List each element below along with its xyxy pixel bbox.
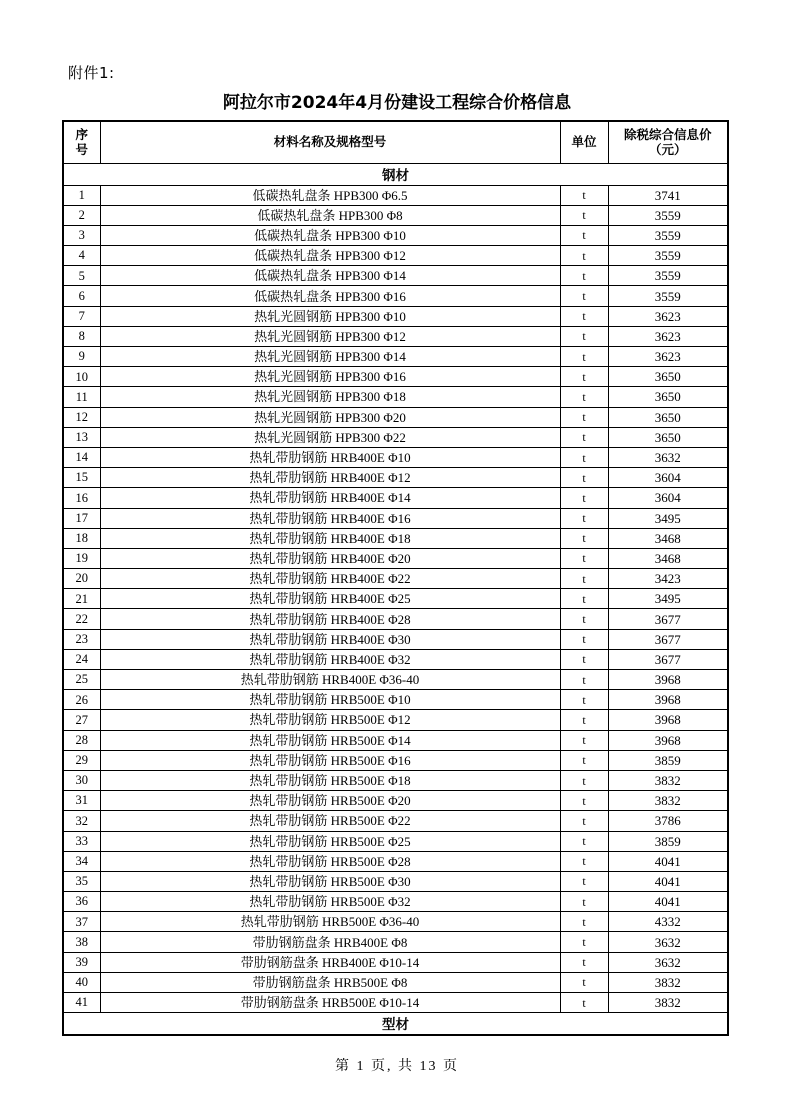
cell-price: 3832 (608, 791, 728, 811)
cell-price: 3677 (608, 629, 728, 649)
cell-price: 4332 (608, 912, 728, 932)
table-row (63, 972, 728, 992)
table-row (63, 690, 728, 710)
cell-unit: t (560, 609, 608, 629)
cell-name: 热轧带肋钢筋 HRB500E Φ30 (100, 871, 560, 891)
cell-name: 低碳热轧盘条 HPB300 Φ16 (100, 286, 560, 306)
cell-unit: t (560, 347, 608, 367)
cell-name: 热轧光圆钢筋 HPB300 Φ14 (100, 347, 560, 367)
table-row (63, 246, 728, 266)
column-header-unit (560, 121, 608, 163)
cell-price: 3623 (608, 306, 728, 326)
table-row (63, 791, 728, 811)
cell-price: 4041 (608, 871, 728, 891)
table-row (63, 225, 728, 245)
cell-name: 热轧带肋钢筋 HRB400E Φ20 (100, 548, 560, 568)
column-header-no-line2: 号 (75, 142, 88, 158)
section-label: 型材 (63, 1013, 728, 1035)
cell-unit: t (560, 528, 608, 548)
cell-unit: t (560, 225, 608, 245)
cell-price: 3859 (608, 831, 728, 851)
cell-unit: t (560, 286, 608, 306)
cell-no: 7 (63, 306, 100, 326)
cell-price: 3468 (608, 548, 728, 568)
cell-price: 3968 (608, 710, 728, 730)
cell-name: 热轧带肋钢筋 HRB400E Φ25 (100, 589, 560, 609)
section-header-row (63, 1013, 728, 1035)
cell-name: 热轧带肋钢筋 HRB400E Φ22 (100, 569, 560, 589)
cell-unit: t (560, 670, 608, 690)
cell-name: 热轧带肋钢筋 HRB500E Φ32 (100, 892, 560, 912)
header-row (63, 121, 728, 163)
table-row (63, 548, 728, 568)
table-row (63, 447, 728, 467)
cell-price: 3968 (608, 670, 728, 690)
cell-unit: t (560, 185, 608, 205)
cell-no: 25 (63, 670, 100, 690)
cell-name: 热轧光圆钢筋 HPB300 Φ16 (100, 367, 560, 387)
cell-price: 3832 (608, 770, 728, 790)
cell-unit: t (560, 205, 608, 225)
cell-no: 17 (63, 508, 100, 528)
table-row (63, 670, 728, 690)
table-row (63, 993, 728, 1013)
column-header-no-line1: 序 (75, 126, 88, 142)
table-row (63, 629, 728, 649)
cell-unit: t (560, 569, 608, 589)
cell-name: 热轧带肋钢筋 HRB400E Φ10 (100, 447, 560, 467)
cell-name: 热轧带肋钢筋 HRB500E Φ12 (100, 710, 560, 730)
cell-no: 16 (63, 488, 100, 508)
cell-no: 35 (63, 871, 100, 891)
cell-no: 14 (63, 447, 100, 467)
cell-price: 3741 (608, 185, 728, 205)
cell-unit: t (560, 972, 608, 992)
cell-price: 3468 (608, 528, 728, 548)
cell-unit: t (560, 266, 608, 286)
cell-name: 热轧带肋钢筋 HRB500E Φ22 (100, 811, 560, 831)
price-table-body (63, 163, 728, 1035)
cell-no: 28 (63, 730, 100, 750)
cell-unit: t (560, 932, 608, 952)
page-title: 阿拉尔市2024年4月份建设工程综合价格信息 (222, 93, 572, 113)
cell-price: 4041 (608, 892, 728, 912)
cell-no: 29 (63, 750, 100, 770)
cell-name: 热轧带肋钢筋 HRB400E Φ14 (100, 488, 560, 508)
cell-no: 13 (63, 427, 100, 447)
table-row (63, 952, 728, 972)
cell-name: 热轧带肋钢筋 HRB400E Φ36-40 (100, 670, 560, 690)
column-header-price-line2: （元） (648, 142, 687, 158)
cell-name: 热轧带肋钢筋 HRB500E Φ36-40 (100, 912, 560, 932)
cell-price: 3495 (608, 508, 728, 528)
table-row (63, 306, 728, 326)
cell-unit: t (560, 508, 608, 528)
table-row (63, 185, 728, 205)
cell-no: 34 (63, 851, 100, 871)
page-footer: 第 1 页, 共 13 页 (335, 1059, 459, 1074)
cell-no: 22 (63, 609, 100, 629)
cell-name: 热轧带肋钢筋 HRB500E Φ16 (100, 750, 560, 770)
column-header-unit-label: 单位 (571, 134, 597, 150)
table-row (63, 528, 728, 548)
cell-no: 41 (63, 993, 100, 1013)
cell-price: 3650 (608, 407, 728, 427)
cell-price: 3559 (608, 205, 728, 225)
cell-unit: t (560, 770, 608, 790)
cell-no: 20 (63, 569, 100, 589)
cell-no: 30 (63, 770, 100, 790)
section-label: 钢材 (63, 163, 728, 185)
cell-name: 带肋钢筋盘条 HRB400E Φ10-14 (100, 952, 560, 972)
cell-unit: t (560, 791, 608, 811)
cell-name: 低碳热轧盘条 HPB300 Φ8 (100, 205, 560, 225)
cell-price: 3859 (608, 750, 728, 770)
cell-unit: t (560, 710, 608, 730)
table-row (63, 609, 728, 629)
cell-unit: t (560, 912, 608, 932)
cell-name: 低碳热轧盘条 HPB300 Φ14 (100, 266, 560, 286)
cell-price: 3786 (608, 811, 728, 831)
cell-no: 18 (63, 528, 100, 548)
cell-no: 24 (63, 649, 100, 669)
cell-name: 热轧带肋钢筋 HRB400E Φ30 (100, 629, 560, 649)
cell-price: 3423 (608, 569, 728, 589)
cell-name: 带肋钢筋盘条 HRB500E Φ8 (100, 972, 560, 992)
cell-unit: t (560, 488, 608, 508)
column-header-price-line1: 除税综合信息价 (623, 126, 712, 142)
table-row (63, 347, 728, 367)
cell-no: 8 (63, 326, 100, 346)
table-row (63, 326, 728, 346)
cell-price: 3832 (608, 993, 728, 1013)
cell-no: 33 (63, 831, 100, 851)
cell-unit: t (560, 831, 608, 851)
table-row (63, 831, 728, 851)
cell-price: 3632 (608, 932, 728, 952)
cell-price: 3677 (608, 649, 728, 669)
cell-no: 38 (63, 932, 100, 952)
cell-price: 3650 (608, 367, 728, 387)
cell-name: 热轧光圆钢筋 HPB300 Φ12 (100, 326, 560, 346)
cell-price: 3495 (608, 589, 728, 609)
cell-name: 热轧带肋钢筋 HRB500E Φ25 (100, 831, 560, 851)
cell-no: 27 (63, 710, 100, 730)
cell-unit: t (560, 306, 608, 326)
cell-name: 带肋钢筋盘条 HRB500E Φ10-14 (100, 993, 560, 1013)
cell-no: 3 (63, 225, 100, 245)
cell-name: 低碳热轧盘条 HPB300 Φ6.5 (100, 185, 560, 205)
cell-name: 热轧光圆钢筋 HPB300 Φ10 (100, 306, 560, 326)
cell-no: 21 (63, 589, 100, 609)
table-row (63, 730, 728, 750)
cell-no: 19 (63, 548, 100, 568)
cell-no: 23 (63, 629, 100, 649)
cell-name: 热轧光圆钢筋 HPB300 Φ20 (100, 407, 560, 427)
cell-unit: t (560, 548, 608, 568)
cell-price: 3968 (608, 730, 728, 750)
table-row (63, 407, 728, 427)
cell-name: 热轧光圆钢筋 HPB300 Φ18 (100, 387, 560, 407)
cell-no: 39 (63, 952, 100, 972)
cell-unit: t (560, 993, 608, 1013)
table-row (63, 508, 728, 528)
cell-no: 37 (63, 912, 100, 932)
table-row (63, 387, 728, 407)
cell-name: 热轧带肋钢筋 HRB500E Φ20 (100, 791, 560, 811)
cell-unit: t (560, 629, 608, 649)
table-row (63, 266, 728, 286)
cell-price: 3559 (608, 246, 728, 266)
cell-name: 热轧带肋钢筋 HRB500E Φ28 (100, 851, 560, 871)
cell-unit: t (560, 407, 608, 427)
cell-unit: t (560, 387, 608, 407)
cell-price: 3677 (608, 609, 728, 629)
cell-name: 热轧带肋钢筋 HRB400E Φ28 (100, 609, 560, 629)
cell-no: 5 (63, 266, 100, 286)
cell-price: 3623 (608, 326, 728, 346)
table-row (63, 770, 728, 790)
cell-name: 热轧带肋钢筋 HRB500E Φ18 (100, 770, 560, 790)
table-row (63, 367, 728, 387)
table-row (63, 468, 728, 488)
cell-unit: t (560, 690, 608, 710)
cell-price: 3650 (608, 387, 728, 407)
table-row (63, 205, 728, 225)
cell-no: 26 (63, 690, 100, 710)
attachment-label: 附件1: (68, 64, 115, 82)
column-header-name-label: 材料名称及规格型号 (273, 134, 387, 150)
cell-unit: t (560, 246, 608, 266)
table-row (63, 892, 728, 912)
cell-no: 15 (63, 468, 100, 488)
cell-price: 4041 (608, 851, 728, 871)
cell-no: 4 (63, 246, 100, 266)
table-row (63, 871, 728, 891)
cell-unit: t (560, 952, 608, 972)
price-table-header (63, 121, 728, 163)
cell-no: 31 (63, 791, 100, 811)
cell-no: 10 (63, 367, 100, 387)
cell-unit: t (560, 649, 608, 669)
cell-name: 带肋钢筋盘条 HRB400E Φ8 (100, 932, 560, 952)
table-row (63, 851, 728, 871)
cell-no: 9 (63, 347, 100, 367)
section-header-row (63, 163, 728, 185)
table-row (63, 427, 728, 447)
cell-name: 热轧光圆钢筋 HPB300 Φ22 (100, 427, 560, 447)
column-header-no (63, 121, 100, 163)
cell-name: 热轧带肋钢筋 HRB400E Φ16 (100, 508, 560, 528)
cell-price: 3604 (608, 488, 728, 508)
cell-unit: t (560, 468, 608, 488)
cell-name: 热轧带肋钢筋 HRB500E Φ14 (100, 730, 560, 750)
cell-unit: t (560, 326, 608, 346)
cell-name: 热轧带肋钢筋 HRB500E Φ10 (100, 690, 560, 710)
cell-price: 3632 (608, 952, 728, 972)
cell-name: 热轧带肋钢筋 HRB400E Φ18 (100, 528, 560, 548)
cell-unit: t (560, 730, 608, 750)
table-row (63, 811, 728, 831)
table-row (63, 488, 728, 508)
cell-unit: t (560, 427, 608, 447)
cell-no: 6 (63, 286, 100, 306)
cell-price: 3559 (608, 225, 728, 245)
cell-no: 1 (63, 185, 100, 205)
table-row (63, 286, 728, 306)
cell-price: 3650 (608, 427, 728, 447)
table-row (63, 710, 728, 730)
cell-no: 36 (63, 892, 100, 912)
cell-unit: t (560, 871, 608, 891)
cell-price: 3604 (608, 468, 728, 488)
cell-no: 40 (63, 972, 100, 992)
table-row (63, 932, 728, 952)
cell-no: 12 (63, 407, 100, 427)
cell-unit: t (560, 367, 608, 387)
cell-price: 3559 (608, 286, 728, 306)
cell-unit: t (560, 811, 608, 831)
cell-price: 3623 (608, 347, 728, 367)
table-row (63, 589, 728, 609)
cell-name: 低碳热轧盘条 HPB300 Φ10 (100, 225, 560, 245)
column-header-price (608, 121, 728, 163)
table-row (63, 750, 728, 770)
table-row (63, 912, 728, 932)
cell-unit: t (560, 589, 608, 609)
cell-price: 3632 (608, 447, 728, 467)
cell-no: 32 (63, 811, 100, 831)
cell-price: 3832 (608, 972, 728, 992)
cell-name: 热轧带肋钢筋 HRB400E Φ32 (100, 649, 560, 669)
price-table (62, 120, 729, 1036)
cell-name: 热轧带肋钢筋 HRB400E Φ12 (100, 468, 560, 488)
cell-unit: t (560, 750, 608, 770)
cell-price: 3559 (608, 266, 728, 286)
cell-unit: t (560, 892, 608, 912)
table-row (63, 569, 728, 589)
cell-no: 2 (63, 205, 100, 225)
cell-price: 3968 (608, 690, 728, 710)
cell-unit: t (560, 447, 608, 467)
cell-unit: t (560, 851, 608, 871)
table-row (63, 649, 728, 669)
cell-name: 低碳热轧盘条 HPB300 Φ12 (100, 246, 560, 266)
cell-no: 11 (63, 387, 100, 407)
column-header-name (100, 121, 560, 163)
